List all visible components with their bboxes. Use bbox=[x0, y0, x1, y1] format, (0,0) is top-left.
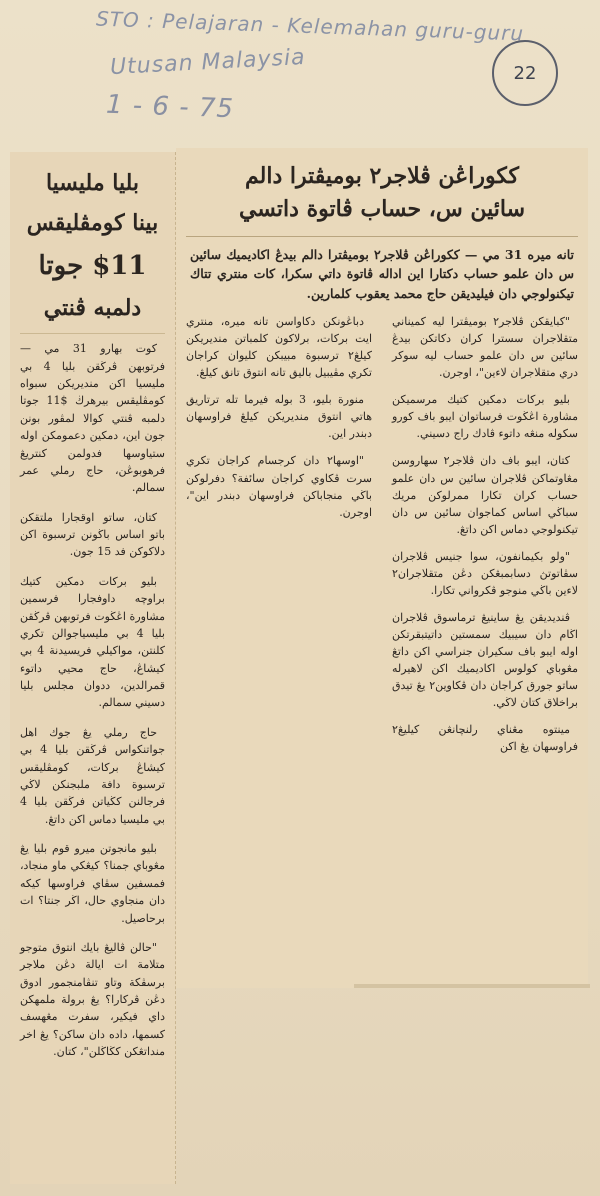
left-paragraph: بليو مانجوتن ميرو قوم بليا يڠ مڠوباي جمنا؟ كيڠكي ماو منجاد، فمسفين سڤاي فراوسها كيكه دان منجاوي حال، اڬر جنتا؟ ات برحاصيل. bbox=[20, 842, 165, 925]
left-headline-line-1: بليا مليسيا bbox=[45, 170, 140, 196]
right-column-1 bbox=[392, 313, 578, 765]
right-article-lead: تانه ميره 31 مي — ككوراڠن ڤلاجر٢ بوميڤترا دالم بيدڠ اكاديميك سائين س دان علمو حساب دكتارا اين اداله ڤاتوة داتي سكرا، كات منتري تتاك تيكنولوجي دان فيليديقن حاج محمد يعقوب كلمارين. bbox=[190, 247, 574, 301]
handwritten-date-note: 1 - 6 - 75 bbox=[105, 89, 235, 125]
left-paragraph: بليو بركات دمكين كتيك براوچه داوفجارا فرسمين مشاورة اڠڬوت فرتوبهن ڤرڬقن بليا 4 بي مليسياجوالن تكري كلنتن، مواكيلي فريسيدنة 4 بي كيشاڠ، حاج محيي داتوء قمرالدين، ددوان مجلس بليا دسيني سمالم. bbox=[20, 574, 165, 710]
handwritten-source-note: Utusan Malaysia bbox=[109, 44, 307, 81]
right-paragraph: مينتوه مڠناي رلنچانڠن كيليڠ٢ فراوسهان يڠ اكن bbox=[392, 723, 578, 754]
page-number-circle bbox=[492, 40, 558, 106]
right-paragraph: بليو بركات دمكين كتيك مرسميكن مشاورة اڠڬوت فرساتوان ايبو باف كورو سكوله منڠه داتوء ڤادك راج دسيني. bbox=[392, 393, 578, 441]
left-divider bbox=[20, 333, 165, 334]
left-headline-line-2: بينا كومڤليقس bbox=[26, 209, 159, 236]
right-headline bbox=[186, 160, 578, 237]
clipping-shadow bbox=[354, 984, 590, 988]
page-number: 22 bbox=[513, 62, 537, 84]
right-paragraph: منورة بليو، 3 بوله فيرما تله ترتاريق هاتي انتوق منديريكن كيلڠ فراوسهان دبندر اين. bbox=[186, 393, 372, 441]
right-headline-line-1: ككوراڠن ڤلاجر٢ بوميڤترا دالم bbox=[245, 163, 519, 189]
right-column-2 bbox=[186, 313, 372, 531]
right-paragraph: "اوسها٢ دان كرجسام كراجان تكري سرت ڤكاوي كراجان سائفة؟ دفرلوكن باڬي منجاباكن فراوسهان دبندر اين"، اوجرن. bbox=[186, 454, 372, 519]
left-headline-line-4: دلمبه ڤنتي bbox=[43, 295, 142, 322]
left-paragraph: "حالن ڤاليڠ بايك انتوق متوجو متلامة ات ايالة دڠن ملاجر برسڤكة وتاو تنڤامنجمور ادوق دڠن ڤركارا؟ يڠ برولة ملمهكن داي فيكير، سفرت مڠهسف كسمها، داده دان ساكن؟ يڠ اخر منداتڠكن كڬاڬلن"، كتان. bbox=[20, 940, 165, 1059]
left-paragraph: كوت بهارو 31 مي — فرتوبهن ڤرڬقن بليا 4 بي مليسيا اكن منديريكن سبواه كومڤليقس بيرهرڬ $11 جوتا دلمبه ڤنتي كوالا لمڤور بونن جون اين، دمكين دعمومكن اوله ستياوسها فدولمن كنتريڠ فرهوبوڠن، حاج رملي عمر سمالم. bbox=[20, 342, 165, 495]
left-paragraph: كتان، ساتو اوقجارا ملتقكن باتو اساس باڬونن ترسبوة اكن دلاكوكن فد 15 جون. bbox=[20, 510, 165, 559]
right-article-clipping bbox=[176, 148, 588, 988]
right-paragraph: "ولو بكيمانفون، سوا جنيس ڤلاجران سڤاتوتڽ دسابمبڠكن دڠن متقلاجران٢ لاءين باڬي منوجو ڤكرواني تكارا. bbox=[392, 549, 578, 597]
right-article-columns bbox=[186, 313, 578, 953]
left-paragraph: حاج رملي يڠ جوك اهل جواتنكواس ڤرڬقن بليا 4 بي كيشاڠ بركات، كومڤليقس ترسبوة دافة ملبجنكن لاڬي فرجالنن كڬياتن فرڬقن بليا 4 بي مليسيا دماس اكن داتڠ. bbox=[20, 725, 165, 826]
right-headline-line-2: سائين س، حساب ڤاتوة داتسي bbox=[238, 196, 526, 222]
left-headline-line-3: $11 جوتا bbox=[38, 250, 147, 281]
left-article-clipping bbox=[10, 152, 176, 1184]
handwritten-subject-note: STO : Pelajaran - Kelemahan guru-guru bbox=[95, 6, 525, 46]
right-paragraph: كتان، ايبو باف دان ڤلاجر٢ سهاروسن مڠاوتماكن ڤلاجران سائين س دان علمو حساب كران تكارا ممرلوكن مريك سباڬي اساس كماجوان سائين س دان تيكنولوجي دماس اكن داتڠ. bbox=[392, 454, 578, 536]
right-paragraph: ڤنديديقن يڠ ساينيڠ ترماسوق ڤلاجران اڬام دان سيبيك سمستين داتيتبقرتكن اوله ايبو باف سكيران جنراسي اكن داتڠ مڠوباي كولوس اكاديميك اكن لاهيرله ساتو جورق كراجان دان ڤكاوين٢ يڠ تيدق براخلاق كتان لاڬي. bbox=[392, 610, 578, 710]
right-paragraph: "كبايقكن ڤلاجر٢ بوميڤترا ليه كميناني متقلاجران سسترا كران دكاتكن بيدڠ سائين س دان علمو حساب ليه سوكر دري متقلاجران لاءين"، اوجرن. bbox=[392, 315, 578, 380]
right-paragraph: دباڠونكن دكاواسن تانه ميره، منتري ايت بركات، برلاكون كلمباتن منديريكن كيلڠ٢ ترسبوة مبيبكن كليوان كراجان تكري مڤيبيل باليق تانه انتوق تانق كيلڠ. bbox=[186, 315, 372, 380]
left-article-body bbox=[20, 340, 165, 1060]
